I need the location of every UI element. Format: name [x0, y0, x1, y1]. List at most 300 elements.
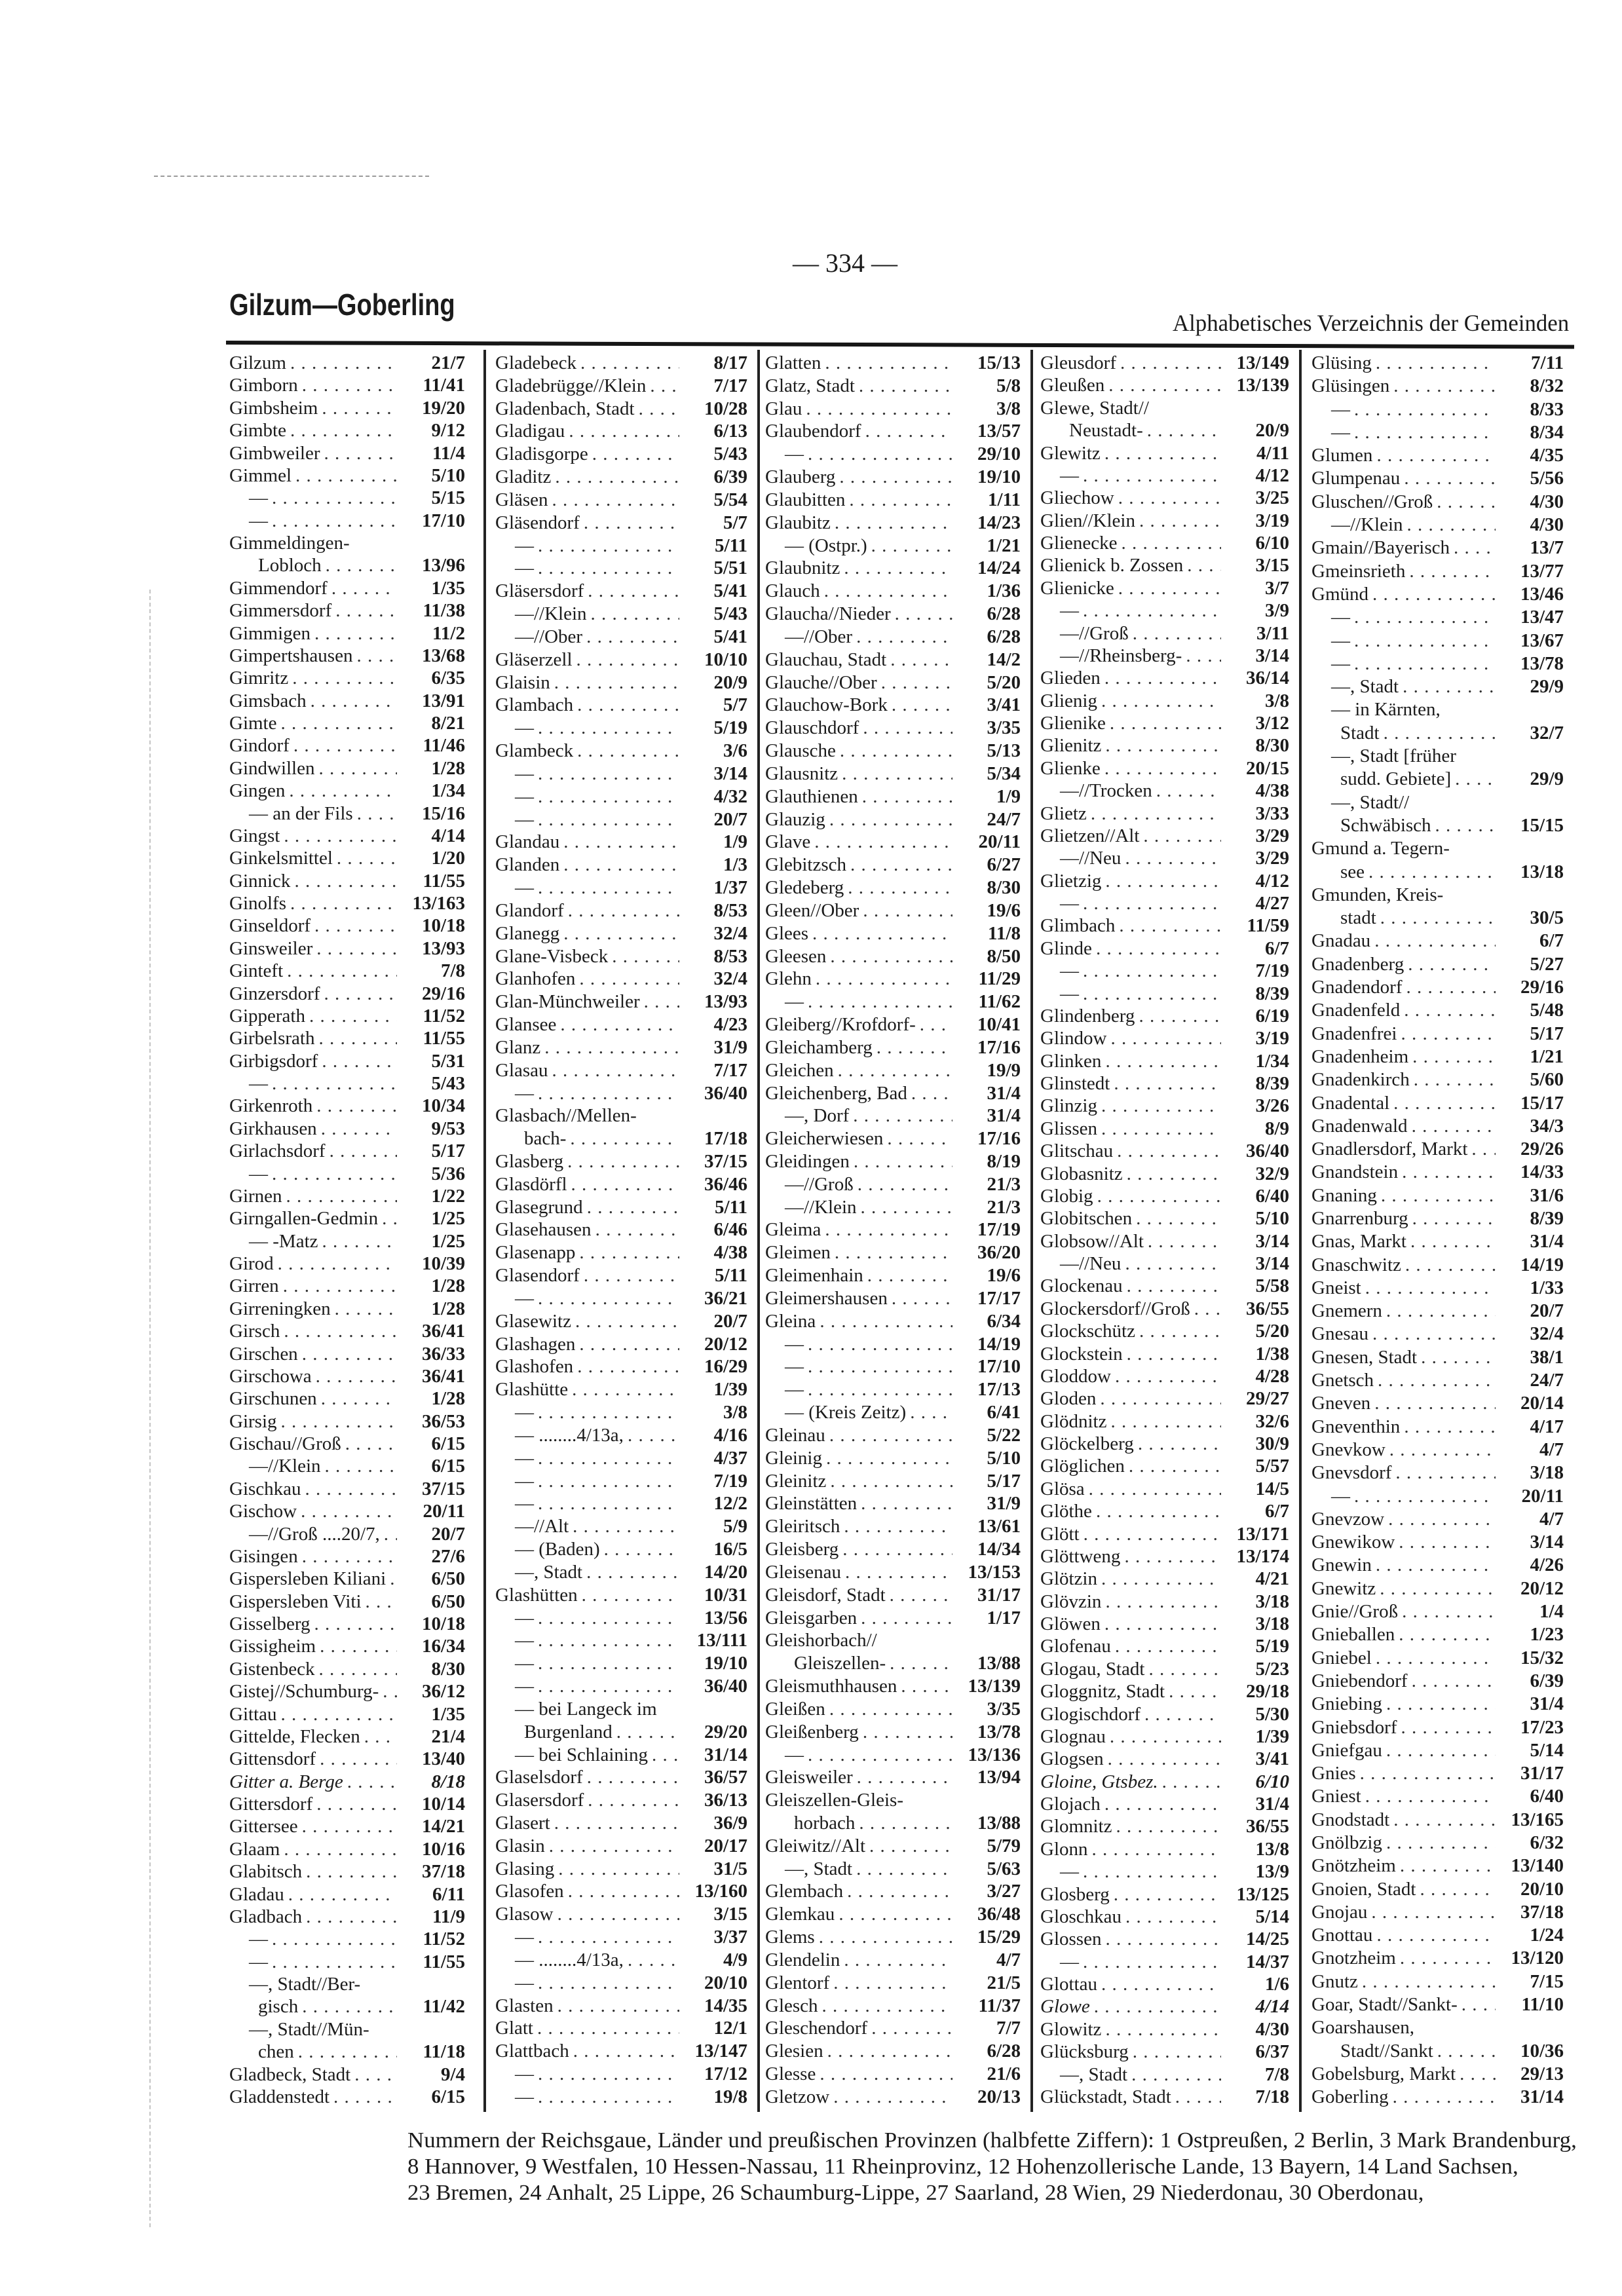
entry-reference: 29/26 [1520, 1139, 1564, 1160]
entry-name: Gissigheim [229, 1636, 316, 1657]
dot-leader [849, 1105, 952, 1126]
index-entry [229, 1456, 465, 1477]
index-entry [765, 1471, 1021, 1492]
dot-leader [312, 1095, 397, 1116]
entry-reference: 1/25 [431, 1208, 465, 1230]
entry-name: Glatz, Stadt [765, 375, 855, 396]
entry-reference: 8/17 [713, 352, 747, 373]
entry-name: Glauch [765, 580, 820, 602]
entry-reference: 1/24 [1530, 1925, 1564, 1946]
index-entry [495, 626, 747, 647]
entry-reference: 1/39 [713, 1379, 747, 1401]
dot-leader [1350, 422, 1496, 443]
dot-leader [534, 1927, 679, 1948]
dot-leader [362, 1591, 398, 1612]
entry-reference: 16/29 [704, 1356, 747, 1378]
entry-name: Ginseldorf [229, 915, 311, 937]
entry-reference: 19/10 [977, 466, 1021, 488]
entry-reference: 10/16 [421, 1838, 465, 1860]
entry-reference: 17/19 [977, 1219, 1021, 1241]
dot-leader [343, 1771, 397, 1792]
entry-reference: 5/7 [723, 694, 747, 716]
dot-leader [298, 375, 397, 396]
entry-reference: 3/27 [987, 1881, 1021, 1902]
entry-name: — [515, 1287, 534, 1309]
entry-reference: 6/19 [1255, 1005, 1289, 1026]
index-entry [1311, 676, 1564, 697]
entry-name: Gnieballen [1311, 1624, 1395, 1646]
entry-name: Glasau [495, 1059, 548, 1081]
entry-reference: 6/50 [431, 1568, 465, 1590]
entry-name: — [1060, 1951, 1079, 1972]
dot-leader [554, 1858, 679, 1879]
dot-leader [584, 580, 679, 601]
entry-reference: 6/46 [713, 1219, 747, 1241]
index-entry [229, 871, 465, 892]
entry-name: —, Dorf [785, 1105, 850, 1127]
dot-leader [1182, 645, 1221, 666]
entry-name: Glauberg [765, 466, 836, 488]
entry-name: Gisselberg [229, 1613, 311, 1634]
entry-name: Glücksburg [1040, 2041, 1129, 2063]
dot-leader [1389, 375, 1496, 396]
dot-leader [1165, 1681, 1221, 1702]
dot-leader [888, 1288, 952, 1309]
entry-name: Gimbte [229, 420, 286, 442]
dot-leader [331, 600, 397, 621]
entry-reference: 5/56 [1530, 468, 1564, 489]
entry-name: Glane-Visbeck [495, 945, 609, 967]
index-entry [1311, 375, 1564, 396]
entry-name: Glatten [765, 352, 821, 373]
index-entry [1311, 1370, 1564, 1391]
index-entry [229, 915, 465, 936]
index-entry [1311, 1763, 1564, 1784]
dot-leader [331, 1298, 397, 1319]
column-divider [483, 350, 486, 2112]
dot-leader [1384, 1509, 1496, 1530]
dot-leader [298, 1816, 397, 1837]
dot-leader [1386, 1439, 1496, 1460]
entry-name: Glasenapp [495, 1242, 576, 1264]
index-entry [495, 1835, 747, 1856]
index-entry [765, 1219, 1021, 1240]
entry-reference: 8/32 [1530, 375, 1564, 397]
dot-leader [1358, 1971, 1496, 1992]
entry-reference: 5/79 [987, 1835, 1021, 1856]
dot-leader [846, 854, 952, 875]
entry-reference: 13/78 [1520, 652, 1564, 674]
entry-reference: 3/12 [1255, 713, 1289, 734]
index-entry [1311, 1693, 1564, 1714]
entry-name: Glashütten [495, 1584, 578, 1606]
entry-name: — [515, 1447, 534, 1469]
dot-leader [1106, 713, 1221, 734]
entry-name: Gittersdorf [229, 1794, 313, 1815]
dot-leader [624, 1425, 679, 1446]
entry-name: Glebitzsch [765, 854, 847, 876]
dot-leader [1376, 1578, 1496, 1599]
entry-reference: 32/4 [713, 922, 747, 944]
index-entry [229, 690, 465, 711]
entry-name: —//Klein [249, 1456, 321, 1477]
entry-reference: 7/19 [1255, 960, 1289, 982]
index-entry [229, 1411, 465, 1432]
index-entry [765, 512, 1021, 533]
dot-leader [1389, 2086, 1496, 2107]
index-entry [765, 1242, 1021, 1263]
index-entry [1040, 443, 1289, 464]
index-entry [495, 1425, 747, 1446]
entry-reference: 6/39 [713, 466, 747, 488]
index-entry [495, 603, 747, 624]
entry-reference: 5/36 [431, 1163, 465, 1184]
entry-name: Glomnitz [1040, 1816, 1112, 1837]
dot-leader [1110, 1884, 1221, 1905]
index-entry [765, 626, 1021, 647]
dot-leader [316, 1748, 397, 1769]
entry-name: Gleiszellen-Gleis- [765, 1790, 903, 1811]
dot-leader [804, 443, 952, 464]
entry-reference: 13/47 [1520, 607, 1564, 628]
entry-reference: 11/37 [978, 1995, 1021, 2016]
dot-leader [1129, 2041, 1221, 2062]
entry-name: Gleinitz [765, 1470, 827, 1492]
index-entry [1040, 1884, 1289, 1905]
entry-reference: 10/28 [704, 398, 747, 419]
dot-leader [312, 938, 397, 959]
entry-name: Glienke [1040, 757, 1101, 779]
entry-reference: 4/23 [713, 1014, 747, 1036]
entry-reference: 11/41 [423, 375, 465, 396]
dot-leader [1410, 1069, 1496, 1090]
entry-name: Glojach [1040, 1794, 1101, 1815]
index-entry [1040, 825, 1289, 846]
entry-reference: 14/21 [421, 1816, 465, 1837]
index-entry [1040, 1298, 1289, 1319]
index-entry [495, 2041, 747, 2061]
index-entry [495, 398, 747, 419]
entry-reference: 14/19 [977, 1333, 1021, 1355]
entry-reference: 5/10 [1255, 1208, 1289, 1230]
dot-leader [322, 555, 397, 576]
index-entry [1040, 938, 1289, 959]
index-entry [1040, 375, 1289, 396]
entry-name: Glockersdorf//Groß [1040, 1298, 1190, 1319]
index-entry [765, 946, 1021, 967]
entry-reference: 31/14 [704, 1744, 747, 1765]
entry-name: — [1060, 893, 1079, 914]
entry-reference: 13/93 [421, 937, 465, 959]
index-entry [229, 893, 465, 914]
dot-leader [850, 1151, 952, 1172]
entry-reference: 5/27 [1530, 953, 1564, 975]
index-entry [765, 877, 1021, 898]
entry-reference: 24/7 [1530, 1370, 1564, 1391]
index-entry [229, 1816, 465, 1837]
dot-leader [1382, 1693, 1496, 1714]
entry-name: Globsow//Alt [1040, 1230, 1144, 1252]
entry-name: Glanz [495, 1036, 541, 1058]
index-entry [765, 1083, 1021, 1104]
entry-reference: 3/18 [1530, 1462, 1564, 1484]
entry-reference: 6/37 [1255, 2041, 1289, 2063]
index-entry [1040, 1996, 1289, 2017]
index-entry [1040, 1073, 1289, 1094]
index-entry [1311, 1416, 1564, 1437]
index-entry [495, 923, 747, 944]
index-entry [495, 1402, 747, 1423]
entry-reference: 21/6 [987, 2063, 1021, 2085]
index-entry [765, 443, 1021, 464]
dot-leader [1406, 1231, 1496, 1252]
dot-leader [1380, 723, 1496, 743]
index-entry [765, 694, 1021, 715]
dot-leader [635, 398, 679, 419]
index-entry [1040, 983, 1289, 1004]
entry-name: Gilzum [229, 352, 286, 373]
index-entry [229, 1388, 465, 1409]
dot-leader [808, 923, 952, 944]
index-entry [229, 1659, 465, 1680]
entry-reference: 11/55 [423, 870, 465, 892]
entry-reference: 5/20 [987, 671, 1021, 693]
entry-name: Ginnick [229, 870, 291, 892]
dot-leader [1190, 1298, 1221, 1319]
index-entry [1040, 2041, 1289, 2062]
index-entry [1040, 1524, 1289, 1545]
entry-name: Gindorf [229, 735, 290, 757]
entry-name: Gitter a. Berge [229, 1771, 343, 1792]
entry-reference: 5/57 [1255, 1456, 1289, 1477]
dot-leader [826, 946, 952, 967]
dot-leader [867, 535, 952, 556]
entry-name: Gleidingen [765, 1150, 850, 1172]
entry-reference: 3/18 [1255, 1613, 1289, 1634]
dot-leader [1389, 1809, 1496, 1830]
entry-name: Glauschdorf [765, 717, 859, 739]
entry-name: Glinstedt [1040, 1073, 1110, 1094]
entry-reference: 5/11 [715, 1196, 747, 1218]
entry-name: Globasnitz [1040, 1163, 1123, 1184]
entry-name: Glöttweng [1040, 1545, 1121, 1567]
entry-reference: 21/7 [431, 352, 465, 373]
entry-name: — [515, 717, 534, 739]
dot-leader [1141, 1704, 1221, 1725]
entry-reference: 3/8 [996, 398, 1021, 419]
entry-name: Glauche//Ober [765, 671, 877, 693]
index-entry [495, 649, 747, 670]
entry-name: Glau [765, 398, 802, 419]
entry-reference: 32/7 [1530, 722, 1564, 743]
index-entry [765, 649, 1021, 670]
entry-reference: 5/41 [713, 626, 747, 647]
entry-reference: 17/13 [977, 1379, 1021, 1401]
index-column-4 [1040, 352, 1289, 2108]
entry-name: — [515, 535, 534, 556]
entry-name: Gnodstadt [1311, 1809, 1390, 1830]
entry-name: Goberling [1311, 2086, 1389, 2108]
index-entry [229, 623, 465, 644]
entry-name: — [1060, 600, 1079, 622]
entry-name: Gneventhin [1311, 1416, 1401, 1437]
index-entry [1040, 2019, 1289, 2040]
index-entry [495, 1174, 747, 1195]
entry-name: Gmeinsrieth [1311, 560, 1406, 582]
entry-reference: 36/55 [1245, 1298, 1289, 1319]
dot-leader [825, 1699, 952, 1720]
entry-name: Gleiberg//Krofdorf- [765, 1014, 916, 1036]
dot-leader [268, 510, 397, 531]
entry-name: Glashütte [495, 1379, 569, 1401]
dot-leader [534, 1083, 679, 1104]
entry-name: Glaubnitz [765, 557, 840, 579]
entry-reference: 13/88 [977, 1653, 1021, 1674]
dot-leader [886, 649, 952, 670]
entry-reference: 36/41 [421, 1321, 465, 1342]
footnote-region-legend [407, 2128, 1577, 2206]
entry-reference: 5/54 [713, 489, 747, 510]
entry-reference: 1/21 [987, 535, 1021, 556]
entry-reference: 20/12 [1520, 1577, 1564, 1599]
index-entry [495, 580, 747, 601]
index-entry [229, 1298, 465, 1319]
entry-reference: 11/9 [432, 1906, 465, 1927]
entry-reference: 36/53 [421, 1410, 465, 1432]
entry-name: — [515, 785, 534, 807]
entry-reference: 5/13 [987, 740, 1021, 762]
entry-reference: 13/140 [1511, 1855, 1564, 1877]
index-entry [495, 1722, 747, 1742]
entry-name: Glasdörfl [495, 1173, 567, 1195]
entry-reference: 20/7 [713, 808, 747, 830]
entry-name: Gleishorbach// [765, 1630, 877, 1651]
entry-name: Gleschendorf [765, 2018, 868, 2039]
dot-leader [302, 1906, 397, 1927]
index-entry [229, 1433, 465, 1454]
index-entry [229, 848, 465, 869]
dot-leader [804, 991, 952, 1012]
index-entry [1311, 537, 1564, 558]
index-entry [495, 831, 747, 852]
dot-leader [1107, 1028, 1222, 1049]
dot-leader [554, 1904, 679, 1925]
entry-reference: 4/37 [713, 1447, 747, 1469]
index-entry [1311, 1786, 1564, 1807]
index-entry [765, 1014, 1021, 1035]
entry-reference: 31/4 [1255, 1794, 1289, 1815]
entry-name: Glattbach [495, 2041, 569, 2062]
entry-reference: 15/15 [1520, 814, 1564, 836]
entry-reference: 36/20 [977, 1242, 1021, 1264]
entry-reference: 9/12 [431, 420, 465, 442]
dot-leader [312, 1366, 397, 1387]
dot-leader [1400, 468, 1496, 489]
entry-reference: 13/171 [1236, 1523, 1289, 1545]
margin-line [149, 590, 151, 2227]
entry-name: Girkenroth [229, 1095, 313, 1117]
index-entry [229, 443, 465, 464]
dot-leader [285, 780, 397, 801]
entry-name: Gladebeck [495, 352, 576, 373]
dot-leader [1106, 1726, 1221, 1747]
entry-reference: 8/9 [1264, 1118, 1289, 1139]
dot-leader [318, 398, 397, 419]
index-entry [495, 1881, 747, 1902]
index-entry [495, 1562, 747, 1583]
dot-leader [320, 443, 397, 464]
entry-name: Gloine, Gtsbez. [1040, 1771, 1158, 1792]
dot-leader [891, 603, 952, 624]
entry-name: — [515, 1972, 534, 1993]
entry-name: Gnewin [1311, 1554, 1372, 1576]
dot-leader [608, 946, 679, 967]
entry-name: Glasehausen [495, 1219, 592, 1241]
entry-reference: 3/19 [1255, 1028, 1289, 1049]
entry-name: Gladdenstedt [229, 2086, 330, 2107]
index-entry [495, 1539, 747, 1560]
entry-reference: 11/29 [978, 968, 1021, 990]
dot-leader [378, 1208, 397, 1229]
entry-reference: 11/59 [1247, 915, 1289, 937]
index-entry [1040, 1974, 1289, 1995]
entry-name: Glan-Münchweiler [495, 991, 640, 1013]
index-entry [765, 672, 1021, 693]
index-entry [495, 854, 747, 875]
entry-reference: 3/19 [1255, 510, 1289, 531]
index-entry [1040, 1591, 1289, 1612]
entry-reference: 5/14 [1255, 1906, 1289, 1927]
entry-name: Globitschen [1040, 1208, 1133, 1230]
entry-reference: 36/40 [704, 1082, 747, 1104]
index-entry [1311, 653, 1564, 674]
entry-name: — [515, 1402, 534, 1423]
entry-reference: 36/14 [1245, 668, 1289, 689]
dot-leader [804, 1379, 952, 1400]
entry-name: Gnevzow [1311, 1508, 1385, 1530]
entry-name: Gleichenberg, Bad [765, 1082, 907, 1104]
index-entry [1040, 1929, 1289, 1949]
dot-leader [1132, 1208, 1221, 1229]
entry-name: Gnewitz [1311, 1577, 1376, 1599]
entry-name: Gimmigen [229, 622, 311, 644]
index-entry [495, 443, 747, 464]
dot-leader [1372, 1647, 1496, 1668]
entry-name: Gleichamberg [765, 1036, 873, 1058]
index-entry [765, 1105, 1021, 1126]
index-entry [1311, 1647, 1564, 1668]
dot-leader [1135, 1006, 1221, 1026]
entry-name: Girsch [229, 1321, 280, 1342]
entry-name: —, Stadt [1060, 2063, 1128, 2085]
dot-leader [804, 1356, 952, 1377]
index-entry [495, 489, 747, 510]
entry-name: Glöckelberg [1040, 1433, 1134, 1454]
dot-leader [559, 831, 679, 852]
entry-reference: 3/14 [1255, 1253, 1289, 1274]
dot-leader [1400, 1000, 1496, 1021]
entry-reference: 13/93 [704, 991, 747, 1013]
dot-leader [1350, 653, 1496, 674]
entry-reference: 4/38 [1255, 780, 1289, 802]
dot-leader [1079, 600, 1221, 621]
index-entry [495, 1219, 747, 1240]
dot-leader [1400, 1416, 1496, 1437]
index-entry [1040, 1568, 1289, 1589]
index-entry [1040, 1906, 1289, 1927]
dot-leader [545, 1835, 679, 1856]
dot-leader [1404, 954, 1496, 975]
